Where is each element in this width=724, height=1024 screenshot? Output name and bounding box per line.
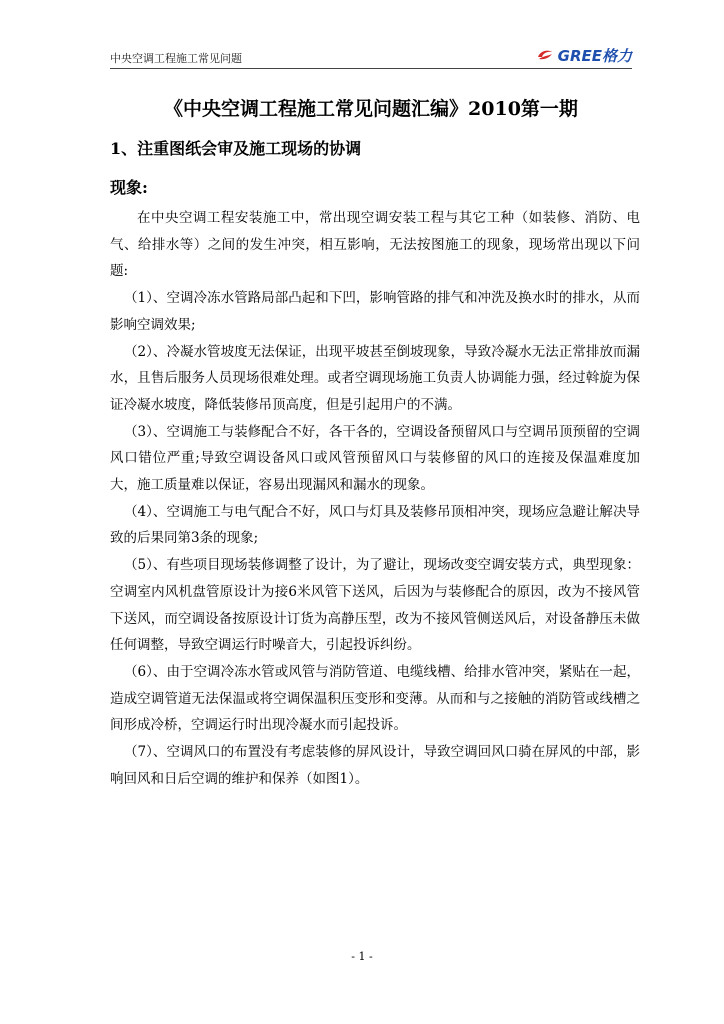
document-title: 《中央空调工程施工常见问题汇编》2010第一期 (164, 98, 578, 120)
issue-paragraph-6: （6）、由于空调冷冻水管或风管与消防管道、电缆线槽、给排水管冲突，紧贴在一起，造成空调管道无法保温或将空调保温积压变形和变薄。从而和与之接触的消防管或线槽之间形成冷桥，空调运行时出现冷凝水而引起投诉。 (110, 663, 640, 734)
phenomenon-heading: 现象: (110, 178, 148, 197)
body-text (110, 205, 640, 792)
issue-paragraph-4: （4）、空调施工与电气配合不好，风口与灯具及装修吊顶相冲突，现场应急避让解决导致的后果同第3条的现象; (110, 503, 640, 547)
header-divider (110, 68, 632, 69)
gree-logo (536, 45, 632, 65)
issue-paragraph-1: （1）、空调冷冻水管路局部凸起和下凹，影响管路的排气和冲洗及换水时的排水，从而影响空调效果; (110, 290, 640, 333)
issue-paragraph-7: （7）、空调风口的布置没有考虑装修的屏风设计，导致空调回风口骑在屏风的中部，影响回风和日后空调的维护和保养（如图1）。 (110, 744, 640, 787)
issue-paragraph-5: （5）、有些项目现场装修调整了设计，为了避让，现场改变空调安装方式，典型现象：空调室内风机盘管原设计为接6米风管下送风，后因为与装修配合的原因，改为不接风管下送风，而空调设备按原设计订货为高静压型，改为不接风管侧送风后，对设备静压未做任何调整，导致空调运行时噪音大，引起投诉纠纷。 (110, 557, 640, 654)
logo-wordmark: GREE格力 (557, 46, 632, 65)
page-number: - 1 - (351, 950, 373, 963)
running-header: 中央空调工程施工常见问题 (110, 52, 242, 65)
gree-swirl-icon (536, 48, 554, 62)
issue-paragraph-2: （2）、冷凝水管坡度无法保证，出现平坡甚至倒坡现象，导致冷凝水无法正常排放而漏水，且售后服务人员现场很难处理。或者空调现场施工负责人协调能力强，经过斡旋为保证冷凝水坡度，降低装修吊顶高度，但是引起用户的不满。 (110, 343, 640, 413)
intro-paragraph: 在中央空调工程安装施工中，常出现空调安装工程与其它工种（如装修、消防、电气、给排水等）之间的发生冲突，相互影响，无法按图施工的现象，现场常出现以下问题: (110, 210, 640, 280)
section-heading: 1、注重图纸会审及施工现场的协调 (110, 139, 362, 158)
issue-paragraph-3: （3）、空调施工与装修配合不好，各干各的，空调设备预留风口与空调吊顶预留的空调风口错位严重;导致空调设备风口或风管预留风口与装修留的风口的连接及保温难度加大，施工质量难以保证，容易出现漏风和漏水的现象。 (110, 423, 640, 494)
